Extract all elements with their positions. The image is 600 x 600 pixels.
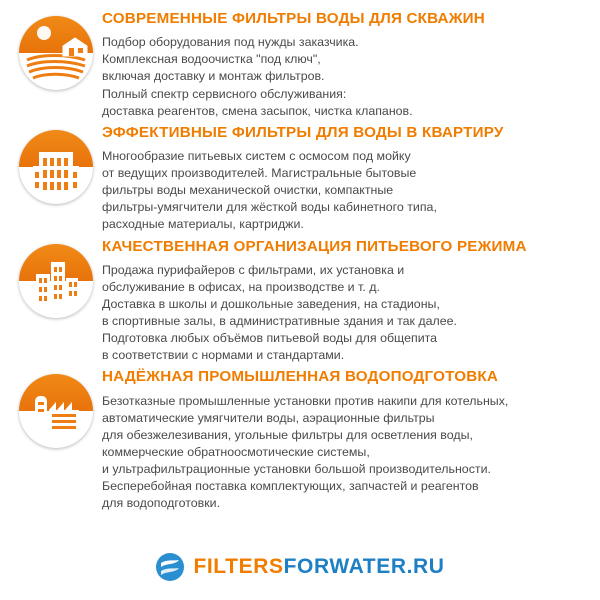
logo-word-forwater: FORWATER.RU: [283, 555, 445, 578]
section-line: Подбор оборудования под нужды заказчика.: [102, 35, 359, 50]
section-line: в спортивные залы, в административные здания и так далее.: [102, 314, 457, 329]
section-line: для водоподготовки.: [102, 496, 221, 511]
section-line: Доставка в школы и дошкольные заведения, на стадионы,: [102, 297, 440, 312]
well-field-icon: [19, 16, 93, 90]
section-line: Подготовка любых объёмов питьевой воды для общепита: [102, 331, 438, 346]
industrial-plant-icon: [19, 374, 93, 448]
section-line: обслуживание в офисах, на производстве и т. д.: [102, 279, 380, 294]
section-line: для обезжелезивания, угольные фильтры для осветления воды,: [102, 427, 473, 442]
section-line: фильтры воды механической очистки, компактные: [102, 183, 394, 198]
section-title: КАЧЕСТВЕННАЯ ОРГАНИЗАЦИЯ ПИТЬЕВОГО РЕЖИМА: [102, 237, 527, 255]
text-column: [102, 124, 590, 234]
section-line: от ведущих производителей. Магистральные бытовые: [102, 166, 417, 181]
icon-column: [10, 10, 102, 90]
water-swirl-logo-icon: [155, 552, 185, 582]
section-line: расходные материалы, картриджи.: [102, 217, 304, 232]
section-line: и ультрафильтрационные установки большой производительности.: [102, 462, 491, 477]
section-line: Многообразие питьевых систем с осмосом под мойку: [102, 149, 411, 164]
section-line: Безотказные промышленные установки против накипи для котельных,: [102, 393, 509, 408]
icon-column: [10, 238, 102, 318]
text-column: [102, 368, 590, 512]
section-line: коммерческие обратноосмотические системы,: [102, 445, 370, 460]
section-line: фильтры-умягчители для жёсткой воды кабинетного типа,: [102, 200, 437, 215]
text-column: [102, 10, 590, 120]
section-line: Полный спектр сервисного обслуживания:: [102, 86, 347, 101]
icon-column: [10, 124, 102, 204]
section-line: Бесперебойная поставка комплектующих, запчастей и реагентов: [102, 479, 479, 494]
section-wells: [10, 10, 590, 120]
section-line: автоматические умягчители воды, аэрационные фильтры: [102, 410, 435, 425]
icon-column: [10, 368, 102, 448]
section-title: СОВРЕМЕННЫЕ ФИЛЬТРЫ ВОДЫ ДЛЯ СКВАЖИН: [102, 10, 485, 27]
section-line: Комплексная водоочистка "под ключ",: [102, 52, 321, 67]
logo-word-filters: FILTERS: [193, 555, 284, 578]
logo-wordmark: [193, 555, 444, 579]
section-line: Продажа пурифайеров с фильтрами, их установка и: [102, 262, 405, 277]
text-column: [102, 238, 590, 365]
apartment-building-icon: [19, 130, 93, 204]
site-logo[interactable]: [0, 552, 600, 582]
section-apartment: [10, 124, 590, 234]
section-title: ЭФФЕКТИВНЫЕ ФИЛЬТРЫ ДЛЯ ВОДЫ В КВАРТИРУ: [102, 123, 504, 141]
office-towers-icon: [19, 244, 93, 318]
section-industrial: [10, 368, 590, 512]
section-line: включая доставку и монтаж фильтров.: [102, 69, 325, 84]
section-title: НАДЁЖНАЯ ПРОМЫШЛЕННАЯ ВОДОПОДГОТОВКА: [102, 368, 499, 386]
section-line: доставка реагентов, смена засыпок, чистка клапанов.: [102, 103, 413, 118]
section-drinking-regime: [10, 238, 590, 365]
section-line: в соответствии с нормами и стандартами.: [102, 348, 345, 363]
